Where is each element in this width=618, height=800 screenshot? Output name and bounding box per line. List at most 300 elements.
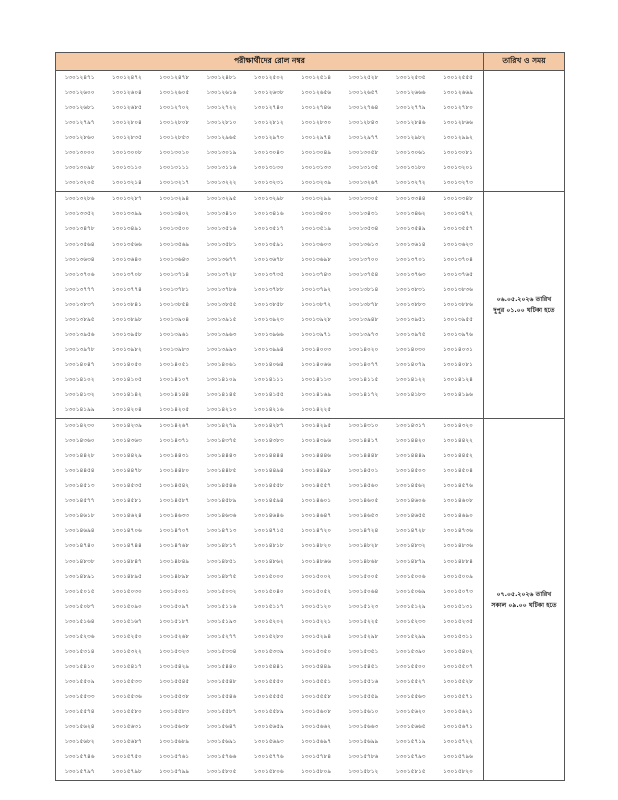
roll-number: ১৩০১৩৪৬২ — [395, 211, 426, 218]
roll-number: ১৩০১৫০৩০ — [112, 588, 142, 595]
roll-number: ১৩০১৪৮৪৯ — [159, 558, 190, 565]
roll-number: ১৩০১২৮৬৬ — [443, 120, 473, 127]
roll-number: ১৩০১৪৫৮১ — [112, 498, 142, 505]
roll-number: ১৩০১৪৩৭৫ — [206, 438, 237, 445]
roll-number: ১৩০১৩১৩০ — [253, 165, 284, 172]
roll-number: ১৩০১৪১৭২ — [348, 392, 379, 398]
roll-number: ১৩০১৪৪২৮ — [64, 453, 95, 460]
roll-number: ১৩০১৪৬০১ — [301, 498, 332, 505]
roll-number: ১৩০১৫৭৯৭ — [64, 769, 95, 776]
roll-number: ১৩০১৩৬২৩ — [443, 241, 473, 248]
roll-number: ১৩০১৪৪১৭ — [348, 438, 379, 445]
roll-number: ১৩০১৫০০৯ — [443, 573, 473, 580]
roll-number: ১৩০১৪৪২২ — [443, 438, 473, 445]
roll-number: ১৩০১৩২৬৭ — [348, 180, 379, 187]
roll-number: ১৩০১৩৪০২ — [159, 211, 190, 218]
roll-number: ১৩০১২৫০২ — [253, 75, 284, 82]
roll-number: ১৩০১৫৩২৩ — [159, 648, 190, 655]
roll-number: ১৩০১২৪৭৮ — [159, 75, 190, 82]
roll-number-row — [56, 735, 483, 750]
roll-number: ১৩০১৪১১৩ — [301, 376, 332, 383]
roll-number: ১৩০১৩৪৩০ — [301, 211, 332, 218]
roll-number: ১৩০১৪০৭৭ — [348, 361, 379, 368]
roll-number: ১৩০১২৬০০ — [64, 90, 95, 97]
roll-number: ১৩০১৫২৩৫ — [443, 618, 473, 625]
roll-number: ১৩০১৪০২০ — [348, 346, 379, 353]
roll-number: ১৩০১৩৪১০ — [206, 211, 237, 218]
roll-number: ১৩০১৫৪৪০ — [206, 663, 237, 670]
roll-number-row — [56, 660, 483, 675]
roll-number: ১৩০১২৭২২ — [206, 105, 237, 112]
roll-number: ১৩০১৪৬৩৩ — [159, 513, 190, 520]
roll-number: ১৩০১৪৩২০ — [443, 423, 473, 430]
roll-number: ১৩০১৪৭০৬ — [112, 528, 142, 535]
roll-number: ১৩০১৩৭৮৮ — [253, 286, 284, 293]
roll-number: ১৩০১৫৫৪৫ — [159, 678, 190, 685]
roll-number: ১৩০১৩১১৬ — [206, 165, 237, 172]
roll-number-row — [56, 419, 483, 434]
roll-number: ১৩০১৫২৯৪ — [301, 633, 332, 640]
exam-time: সকাল ০৯.০০ ঘটিকা হতে — [491, 601, 557, 609]
roll-number: ১৩০১৫৫৪৮ — [206, 678, 237, 685]
roll-number: ১৩০১৫৩৩৯ — [253, 648, 284, 655]
roll-number: ১৩০১৫০৬৪ — [348, 588, 379, 595]
roll-number: ১৩০১৫২২৫ — [348, 618, 379, 625]
roll-number: ১৩০১৫৬০৮ — [301, 708, 332, 715]
roll-number: ১৩০১৩৭০৪ — [443, 256, 473, 263]
roll-number: ১৩০১৩৯৭৬ — [443, 331, 473, 338]
roll-number: ১৩০১৪০৭৯ — [395, 361, 426, 368]
roll-number: ১৩০১৫৬৬৩ — [348, 724, 379, 731]
roll-number: ১৩০১৩২১৪ — [112, 180, 142, 187]
roll-number-row — [56, 116, 483, 131]
roll-number: ১৩০১৫৫২৮ — [443, 678, 473, 685]
roll-number: ১৩০১৫৫২৭ — [395, 678, 426, 685]
roll-number: ১৩০১৩২২২ — [206, 180, 237, 187]
roll-number: ১৩০১৫৫৫৫ — [253, 693, 284, 700]
roll-number: ১৩০১৩৮৪১ — [112, 301, 142, 308]
roll-number: ১৩০১৩৫১৯ — [301, 226, 332, 233]
roll-number: ১৩০১৩৯৮৩ — [159, 346, 190, 353]
roll-number: ১৩০১২৪৭২ — [112, 75, 142, 82]
roll-number: ১৩০১৪৪৪৯ — [395, 453, 426, 460]
roll-number: ১৩০১৩৫১৬ — [206, 226, 237, 233]
roll-number: ১৩০১৫১১৬ — [206, 603, 237, 610]
roll-number: ১৩০১২৬১৬ — [206, 90, 237, 97]
roll-number: ১৩০১৪৮২৮ — [348, 543, 379, 550]
roll-number: ১৩০১৩৫৬৪ — [64, 241, 95, 248]
roll-number: ১৩০১৪৭৩৬ — [443, 528, 473, 535]
roll-number: ১৩০১৫০৪০ — [253, 588, 284, 595]
roll-number: ১৩০১৪২১৬ — [253, 407, 284, 414]
roll-number: ১৩০১৫৭৯৮ — [112, 769, 142, 776]
roll-number: ১৩০১৩৮৭৮ — [348, 301, 379, 308]
roll-number-row — [56, 479, 483, 494]
roll-number: ১৩০১৩২০৫ — [64, 180, 95, 187]
roll-number: ১৩০১৫৬৬৫ — [395, 724, 426, 731]
roll-number: ১৩০১৪১০৭ — [159, 376, 190, 383]
roll-number: ১৩০১২৫৩৫ — [395, 75, 426, 82]
roll-number: ১৩০১৫০৯৭ — [159, 603, 190, 610]
roll-number: ১৩০১৫৬৯৩ — [253, 739, 284, 746]
roll-number: ১৩০১৩৬১৩ — [348, 241, 379, 248]
roll-number-row — [56, 690, 483, 705]
roll-number: ১৩০১৪২৩৯ — [112, 423, 142, 430]
roll-number: ১৩০১৩৪৯১ — [112, 226, 142, 233]
roll-number: ১৩০১২৬৫৬ — [301, 90, 332, 97]
roll-number-row — [56, 750, 483, 765]
roll-number: ১৩০১৩৬৪৩ — [159, 256, 190, 263]
roll-number: ১৩০১৩১৩৩ — [301, 165, 332, 172]
roll-number-row — [56, 176, 483, 191]
exam-schedule-cell — [484, 419, 565, 781]
roll-number: ১৩০১৫৬৩৮ — [159, 724, 190, 731]
roll-number: ১৩০১৫১৩১ — [443, 603, 473, 610]
roll-number: ১৩০১৩৩০৫ — [348, 196, 379, 203]
roll-number-row — [56, 313, 483, 328]
roll-number: ১৩০১৫৬৪৭ — [206, 724, 237, 731]
roll-number: ১৩০১২৬৮৫ — [112, 105, 142, 112]
roll-number: ১৩০১৪৮৬৮ — [348, 558, 379, 565]
roll-number: ১৩০১৫৬৬২ — [301, 724, 332, 731]
roll-number: ১৩০১৩৩৪৪ — [395, 196, 426, 203]
roll-number: ১৩০১৩১১১ — [159, 165, 190, 172]
roll-number: ১৩০১৩৮৩৭ — [64, 301, 95, 308]
roll-number: ১৩০১৩৫০০ — [159, 226, 190, 233]
roll-number: ১৩০১৪৮৯৮ — [159, 573, 190, 580]
roll-number: ১৩০১৪২৮৭ — [253, 423, 284, 430]
roll-number: ১৩০১৫০৩১ — [159, 588, 190, 595]
roll-number: ১৩০১৪১৩২ — [64, 392, 95, 398]
roll-number: ১৩০১৩২৩৯ — [301, 180, 332, 187]
roll-number: ১৩০১৪৬৯৪ — [64, 528, 95, 535]
roll-number: ১৩০১৪১৫৫ — [253, 392, 284, 398]
roll-number: ১৩০১৩৭৩৫ — [253, 271, 284, 278]
roll-number: ১৩০১৩৭৫৪ — [348, 271, 379, 278]
roll-number: ১৩০১৩৭৪৩ — [301, 271, 332, 278]
roll-number: ১৩০১৫৬৯১ — [206, 739, 237, 746]
roll-number: ১৩০১৫৫৮৯ — [253, 708, 284, 715]
roll-number: ১৩০১৪৪২০ — [395, 438, 426, 445]
roll-number: ১৩০১৫৫৬৩ — [395, 693, 426, 700]
roll-number: ১৩০১৪৬৫৩ — [348, 513, 379, 520]
roll-number: ১৩০১৫১৮৭ — [159, 618, 190, 625]
roll-number: ১৩০১৩৯২৩ — [253, 316, 284, 323]
roll-number: ১৩০১২৮০৪ — [112, 120, 142, 127]
roll-number: ১৩০১৩৮৩৬ — [443, 286, 473, 293]
roll-number: ১৩০১৪৮৬২ — [253, 558, 284, 565]
roll-number: ১৩০১৪৫৫৭ — [301, 483, 332, 490]
roll-number: ১৩০১৩৮৫৮ — [253, 301, 284, 308]
roll-number: ১৩০১৩৭৭৪ — [112, 286, 142, 293]
roll-number: ১৩০১৪২৭৯ — [206, 423, 237, 430]
roll-number: ১৩০১২৮৪৬ — [395, 120, 426, 127]
roll-number: ১৩০১৫৭৯৬ — [443, 754, 473, 761]
roll-number: ১৩০১৫৬৯৭ — [301, 739, 332, 746]
roll-number: ১৩০১৩৮৮৩ — [395, 301, 426, 308]
roll-number: ১৩০১৩৭০৮ — [112, 271, 142, 278]
roll-number: ১৩০১৪৫৬২ — [395, 483, 426, 490]
roll-number: ১৩০১৫৭৭৬ — [253, 754, 284, 761]
roll-number: ১৩০১৫৭১৯ — [395, 739, 426, 746]
roll-number: ১৩০১৩৪১৬ — [253, 211, 284, 218]
roll-number: ১৩০১৫৭৪৬ — [64, 754, 95, 761]
roll-number: ১৩০১৩৮৫৫ — [206, 301, 237, 308]
roll-number: ১৩০১৩৯৫৮ — [112, 331, 142, 338]
roll-number-row — [56, 705, 483, 720]
roll-number: ১৩০১৩৭৯২ — [301, 286, 332, 293]
roll-number: ১৩০১৩১৩৫ — [348, 165, 379, 172]
roll-number-row — [56, 403, 483, 418]
roll-number-row — [56, 328, 483, 343]
roll-number-row — [56, 509, 483, 524]
roll-number: ১৩০১৫৫৫৯ — [348, 693, 379, 700]
roll-number: ১৩০১২৮১০ — [206, 120, 237, 127]
roll-number: ১৩০১৩৮৮৬ — [443, 301, 473, 308]
roll-number: ১৩০১৪১২২ — [395, 376, 426, 383]
roll-number: ১৩০১৩১১০ — [112, 165, 142, 172]
roll-number: ১৩০১৪৮৬৬ — [301, 558, 332, 565]
roll-number: ১৩০১৩৯৫৬ — [64, 331, 95, 338]
roll-number: ১৩০১৩৮৯৫ — [64, 316, 95, 323]
roll-number: ১৩০১৪৫৪৬ — [206, 483, 237, 490]
roll-number: ১৩০১২৮৪৩ — [348, 120, 379, 127]
roll-number-row — [56, 192, 483, 207]
roll-number: ১৩০১৪২০৫ — [159, 407, 190, 414]
roll-number: ১৩০১৫৭৯৯ — [159, 769, 190, 776]
roll-number: ১৩০১৪৫৭৭ — [64, 498, 95, 505]
roll-number: ১৩০১৩৭৭৭ — [64, 286, 95, 293]
roll-number: ১৩০১২৮১২ — [253, 120, 284, 127]
roll-number: ১৩০১৫৪১০ — [64, 663, 95, 670]
roll-number: ১৩০১৪১১৫ — [348, 376, 379, 383]
roll-number: ১৩০১৩২০১ — [443, 165, 473, 172]
roll-number: ১৩০১৩৭২৮ — [206, 271, 237, 278]
roll-number: ১৩০১৪২২৫ — [301, 407, 332, 414]
roll-number: ১৩০১৪২১৩ — [206, 407, 237, 414]
roll-number: ১৩০১৫০৭৩ — [443, 588, 473, 595]
roll-number: ১৩০১৩৫৪৯ — [395, 226, 426, 233]
roll-number: ১৩০১২৭৬৪ — [348, 105, 379, 112]
roll-number: ১৩০১২৮৩০ — [301, 120, 332, 127]
roll-number: ১৩০১৫০৫২ — [301, 588, 332, 595]
roll-number: ১৩০১২৬৬৬ — [395, 90, 426, 97]
roll-number: ১৩০১৩৪৭২ — [443, 211, 473, 218]
roll-number: ১৩০১৩২৯৪ — [159, 196, 190, 203]
roll-number-row — [56, 86, 483, 101]
roll-number: ১৩০১৫১৯৩ — [206, 618, 237, 625]
roll-number: ১৩০১৩৬৭৭ — [206, 256, 237, 263]
roll-number: ১৩০১৩৯৯৩ — [206, 346, 237, 353]
roll-number: ১৩০১৪১০৯ — [206, 376, 237, 383]
roll-number: ১৩০১৫৬২৪ — [64, 724, 95, 731]
roll-number-row — [56, 570, 483, 585]
roll-number: ১৩০১৪৫৮৭ — [159, 498, 190, 505]
roll-number: ১৩০১৪৪৯৪ — [253, 468, 284, 475]
roll-number: ১৩০১৪০০৩ — [301, 346, 332, 353]
roll-number: ১৩০১৩৯৪৮ — [348, 316, 379, 323]
roll-number: ১৩০১৪১০৫ — [112, 376, 142, 383]
roll-number: ১৩০১৫৮২০ — [443, 769, 473, 776]
roll-number: ১৩০১৪৭৪০ — [64, 543, 95, 550]
roll-number: ১৩০১৩৯৬১ — [159, 331, 190, 338]
roll-number: ১৩০১৩৯৬৩ — [206, 331, 237, 338]
roll-number: ১৩০১৫২৭৭ — [206, 633, 237, 640]
roll-number: ১৩০১২৯৮২ — [395, 135, 426, 142]
roll-number-row — [56, 630, 483, 645]
exam-date: ০৭.০৫.২০২৬ তারিখ — [496, 590, 552, 598]
roll-number-row — [56, 373, 483, 388]
roll-number: ১৩০১৫৫০৯ — [64, 678, 95, 685]
roll-number: ১৩০১৫২৩৩ — [395, 618, 426, 625]
roll-number: ১৩০১৫১৬৭ — [112, 618, 142, 625]
roll-number: ১৩০১৩৮৫৪ — [159, 301, 190, 308]
roll-number-row — [56, 358, 483, 373]
roll-number: ১৩০১২৬০৫ — [159, 90, 190, 97]
roll-number: ১৩০১২৭৭৯ — [395, 105, 426, 112]
roll-number-row — [56, 298, 483, 313]
roll-number: ১৩০১৫০০৫ — [348, 573, 379, 580]
roll-number: ১৩০১৫৪৪৯ — [301, 663, 332, 670]
roll-number: ১৩০১৩৯৭৫ — [395, 331, 426, 338]
roll-number: ১৩০১৫৫৫১ — [301, 678, 332, 685]
roll-number: ১৩০১২৪৭১ — [64, 75, 95, 82]
roll-number: ১৩০১৫৫৭১ — [443, 693, 473, 700]
roll-number: ১৩০১৪৫৭৬ — [443, 483, 473, 490]
roll-number: ১৩০১৩৯৫৫ — [443, 316, 473, 323]
roll-number: ১৩০১২৯৯২ — [443, 135, 473, 142]
roll-number: ১৩০১৩৭৮১ — [159, 286, 190, 293]
roll-number: ১৩০১২৭০২ — [159, 105, 190, 112]
roll-number: ১৩০১৫৭৬৬ — [206, 754, 237, 761]
roll-number: ১৩০১৪৫৩৫ — [112, 483, 142, 490]
roll-number: ১৩০১৩৫৬৯ — [159, 241, 190, 248]
roll-number: ১৩০১৪৪৫৪ — [64, 468, 95, 475]
roll-number-row — [56, 343, 483, 358]
roll-number: ১৩০১৫৬১০ — [348, 708, 379, 715]
roll-number: ১৩০১২৭৪০ — [253, 105, 284, 112]
roll-number: ১৩০১৪৭১৩ — [206, 528, 237, 535]
roll-number-row — [56, 645, 483, 660]
roll-number: ১৩০১৪৭২৮ — [395, 528, 426, 535]
roll-number: ১৩০১৫৫৮৩ — [159, 708, 190, 715]
roll-number: ১৩০১৪১২৪ — [443, 376, 473, 383]
roll-number: ১৩০১৪৫৯৪ — [253, 498, 284, 505]
roll-column-header: পরীক্ষার্থীদের রোল নম্বর — [56, 53, 484, 71]
roll-number: ১৩০১৩২৯৮ — [253, 196, 284, 203]
exam-date: ০৬.০৫.২০২৬ তারিখ — [496, 296, 552, 304]
roll-number-block — [56, 419, 484, 781]
roll-number: ১৩০১৫৩৩৪ — [206, 648, 237, 655]
roll-number: ১৩০১৩৭০০ — [348, 256, 379, 263]
roll-number: ১৩০১৩৫৮১ — [206, 241, 237, 248]
roll-number: ১৩০১৪৮৭৯ — [395, 558, 426, 565]
roll-number: ১৩০১৫০০২ — [301, 573, 332, 580]
roll-number-row — [56, 600, 483, 615]
roll-number: ১৩০১৩৭১৪ — [159, 271, 190, 278]
roll-number: ১৩০১৫২৮০ — [253, 633, 284, 640]
roll-number: ১৩০১২৮৬০ — [64, 135, 95, 142]
roll-number: ১৩০১৫২০২ — [253, 618, 284, 625]
roll-number: ১৩০১৫৬৭১ — [443, 724, 473, 731]
roll-number-row — [56, 434, 483, 449]
roll-number: ১৩০১৫২২১ — [301, 618, 332, 625]
group-row — [56, 419, 565, 781]
roll-number: ১৩০১৩৭৬৩ — [395, 271, 426, 278]
roll-number: ১৩০১৪৪৮০ — [159, 468, 190, 475]
roll-number: ১৩০১৫৪৪১ — [253, 663, 284, 670]
roll-number: ১৩০১৫৬৮২ — [64, 739, 95, 746]
roll-number: ১৩০১৩০৪৩ — [253, 150, 284, 157]
roll-number-table — [55, 52, 565, 781]
roll-number: ১৩০১৪২০৪ — [112, 407, 142, 414]
roll-number: ১৩০১৩২৩১ — [253, 180, 284, 187]
roll-number: ১৩০১২৬৬৯ — [443, 90, 473, 97]
roll-number: ১৩০১৪৩৬০ — [64, 438, 95, 445]
roll-number: ১৩০১৪২৬৭ — [159, 423, 190, 430]
roll-number: ১৩০১৩৬০৩ — [301, 241, 332, 248]
roll-number: ১৩০১৩৬১৪ — [395, 241, 426, 248]
roll-number: ১৩০১৪৭০৭ — [159, 528, 190, 535]
roll-number: ১৩০১২৮৩৫ — [112, 135, 142, 142]
roll-number: ১৩০১৩৫১৭ — [253, 226, 284, 233]
roll-number: ১৩০১২৫১৪ — [301, 75, 332, 82]
roll-number: ১৩০১৪২৯৫ — [301, 423, 332, 430]
roll-number: ১৩০১৪৩৮৩ — [253, 438, 284, 445]
roll-number: ১৩০১৫৫৩৬ — [112, 693, 142, 700]
roll-number: ১৩০১২৬৩৮ — [253, 90, 284, 97]
roll-number: ১৩০১৫৮০৬ — [253, 769, 284, 776]
roll-number-row — [56, 161, 483, 176]
roll-number: ১৩০১৩০৬১ — [395, 150, 426, 157]
roll-number: ১৩০১৩০০০ — [64, 150, 95, 157]
roll-number: ১৩০১৪১১১ — [253, 376, 284, 383]
roll-number: ১৩০১৪৮১৮ — [253, 543, 284, 550]
roll-number: ১৩০১৩৯৯৪ — [253, 346, 284, 353]
roll-number: ১৩০১৩৭৮৬ — [206, 286, 237, 293]
roll-number: ১৩০১৩৫৩৪ — [348, 226, 379, 233]
roll-number: ১৩০১৩৯৫১ — [395, 316, 426, 323]
roll-number: ১৩০১৩৭৬৫ — [443, 271, 473, 278]
roll-number: ১৩০১৫৩৫০ — [301, 648, 332, 655]
roll-number: ১৩০১৩০৪৯ — [301, 150, 332, 157]
roll-number: ১৩০১৫৬৫৯ — [253, 724, 284, 731]
roll-number: ১৩০১৩৫৬৬ — [112, 241, 142, 248]
roll-number: ১৩০১৫৫০০ — [395, 663, 426, 670]
roll-number: ১৩০১৪১৪৫ — [206, 392, 237, 398]
roll-number: ১৩০১৩৯০৪ — [159, 316, 190, 323]
roll-number: ১৩০১৩০৮১ — [443, 150, 473, 157]
roll-number: ১৩০১৫৫৭৪ — [64, 708, 95, 715]
roll-number: ১৩০১৪৭৬৮ — [159, 543, 190, 550]
roll-number: ১৩০১৩৯১৫ — [206, 316, 237, 323]
roll-number: ১৩০১২৮০৮ — [159, 120, 190, 127]
roll-number: ১৩০১৪০৩১ — [443, 346, 473, 353]
roll-number: ১৩০১৫৩২২ — [112, 648, 142, 655]
roll-number: ১৩০১৪৪৪৩ — [206, 453, 237, 460]
roll-number: ১৩০১৫৩১১ — [443, 633, 473, 640]
roll-number: ১৩০১৩৮৭২ — [301, 301, 332, 308]
roll-number: ১৩০১৪৪২৯ — [112, 453, 142, 460]
roll-number: ১৩০১৪৮৩৮ — [64, 558, 95, 565]
roll-number: ১৩০১৫৫৩৩ — [112, 678, 142, 685]
roll-number-row — [56, 283, 483, 298]
roll-number: ১৩০১৫৮১২ — [348, 769, 379, 776]
roll-number: ১৩০১৪১০২ — [64, 376, 95, 383]
exam-schedule-cell — [484, 71, 565, 192]
roll-number: ১৩০১৪২৩০ — [64, 423, 95, 430]
roll-number: ১৩০১৪৮৮৪ — [443, 558, 473, 565]
